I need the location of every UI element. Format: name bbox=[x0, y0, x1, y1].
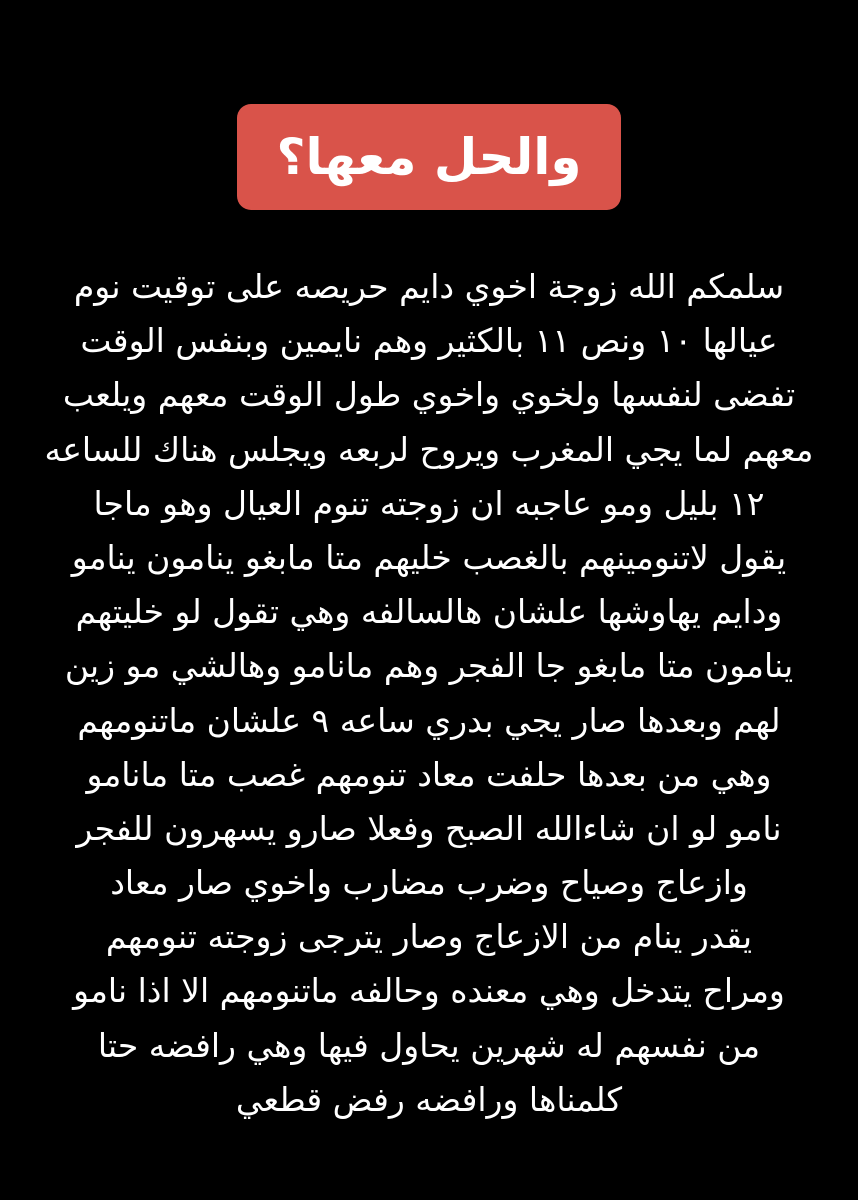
body-line: سلمكم الله زوجة اخوي دايم حريصه على توقيت نوم bbox=[73, 267, 785, 306]
body-line: يقول لاتنومينهم بالغصب خليهم متا مابغو ينامون ينامو bbox=[71, 537, 787, 577]
body-line: لهم وبعدها صار يجي بدري ساعه ٩ علشان ماتنومهم bbox=[77, 700, 781, 740]
post-title: والحل معها؟ bbox=[276, 128, 582, 186]
post-body bbox=[28, 260, 830, 1127]
body-line: ١٢ بليل ومو عاجبه ان زوجته تنوم العيال وهو ماجا bbox=[93, 483, 765, 523]
body-line: كلمناها ورافضه رفض قطعي bbox=[235, 1079, 623, 1119]
body-line: ومراح يتدخل وهي معنده وحالفه ماتنومهم الا اذا نامو bbox=[73, 971, 785, 1011]
body-line: تفضى لنفسها ولخوي واخوي طول الوقت معهم ويلعب bbox=[62, 375, 796, 415]
body-line: نامو لو ان شاءالله الصبح وفعلا صارو يسهرون للفجر bbox=[76, 808, 782, 848]
title-badge bbox=[237, 104, 621, 210]
body-line: معهم لما يجي المغرب ويروح لربعه ويجلس هناك للساعه bbox=[44, 429, 814, 469]
body-line: يقدر ينام من الازعاج وصار يترجى زوجته تنومهم bbox=[105, 917, 753, 957]
body-line: ودايم يهاوشها علشان هالسالفه وهي تقول لو خليتهم bbox=[75, 592, 783, 632]
body-line: وهي من بعدها حلفت معاد تنومهم غصب متا مانامو bbox=[86, 754, 772, 794]
body-line: وازعاج وصياح وضرب مضارب واخوي صار معاد bbox=[110, 863, 748, 903]
body-line: عيالها ١٠ ونص ١١ بالكثير وهم نايمين وبنفس الوقت bbox=[80, 321, 778, 361]
body-line: من نفسهم له شهرين يحاول فيها وهي رافضه حتا bbox=[97, 1025, 761, 1065]
body-line: ينامون متا مابغو جا الفجر وهم مانامو وهالشي مو زين bbox=[64, 646, 794, 686]
